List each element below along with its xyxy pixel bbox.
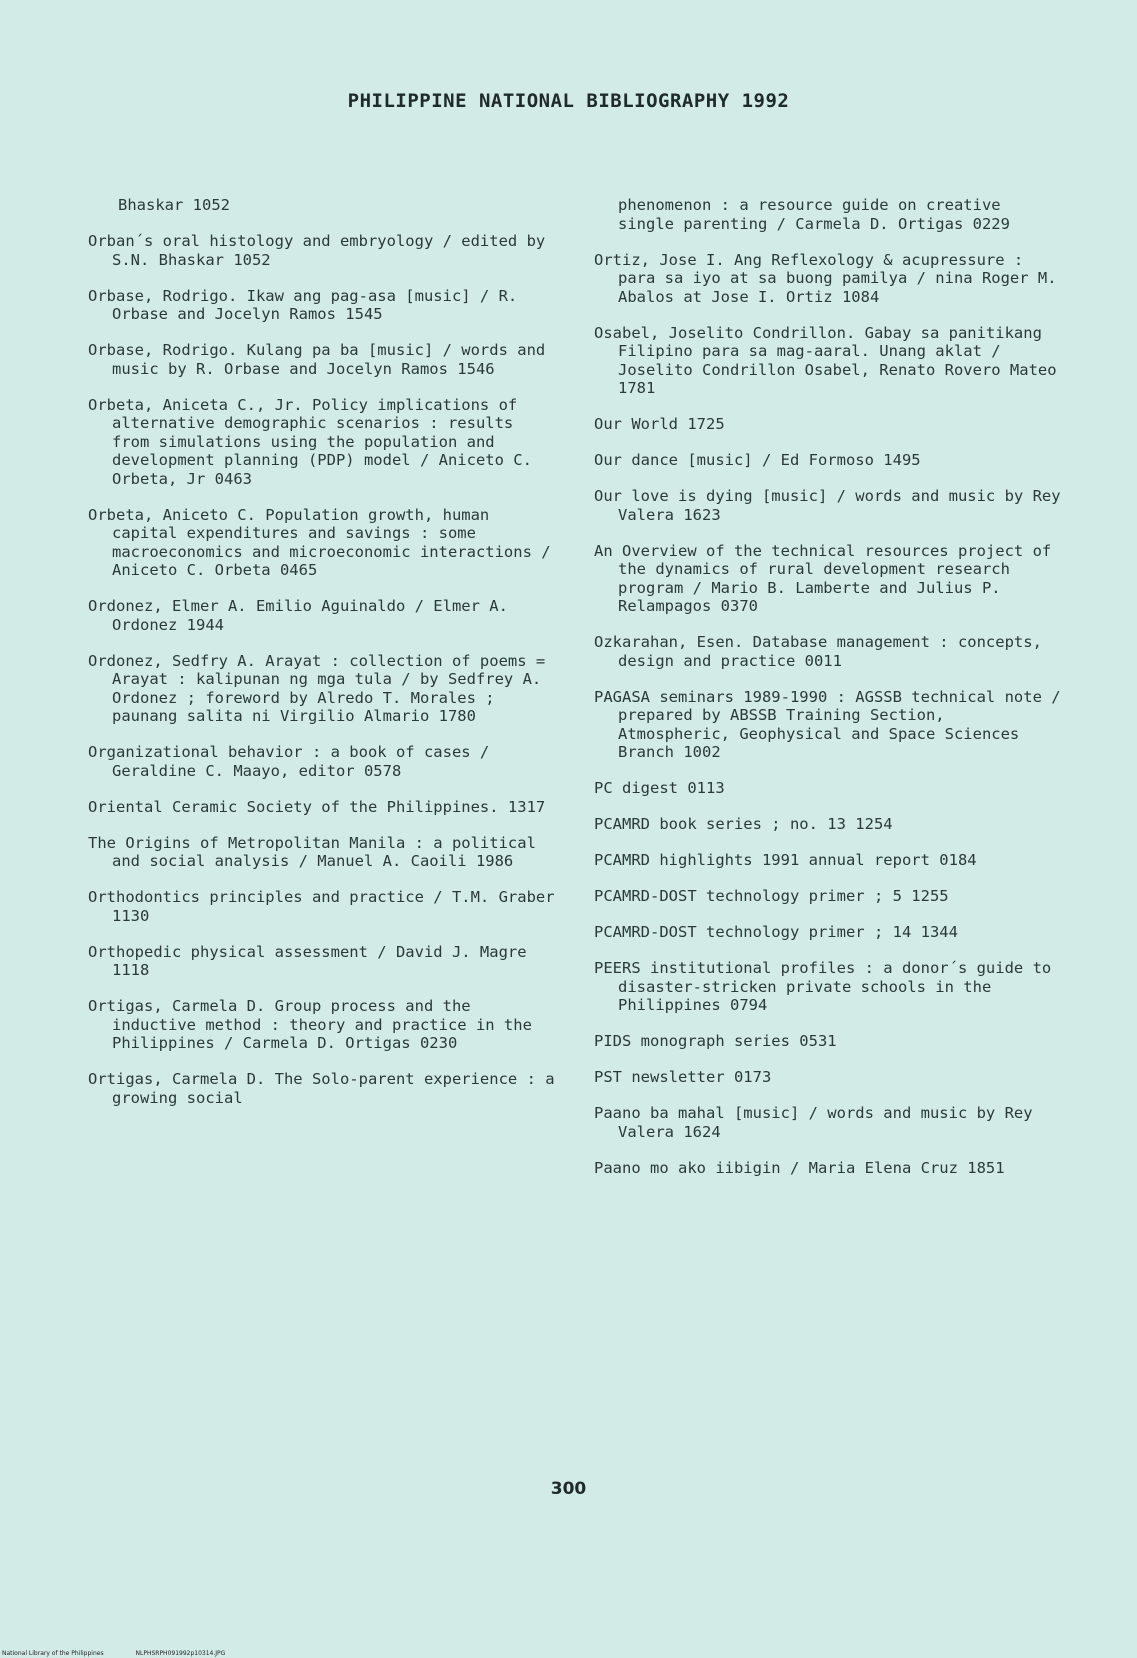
left-column [88, 196, 558, 1125]
list-item: PCAMRD-DOST technology primer ; 5 1255 [594, 887, 949, 905]
list-item: PCAMRD highlights 1991 annual report 0184 [594, 851, 977, 869]
list-item: PCAMRD-DOST technology primer ; 14 1344 [594, 923, 958, 941]
list-item: Orban´s oral histology and embryology / edited by S.N. Bhaskar 1052 [88, 232, 546, 269]
list-item: Ortigas, Carmela D. The Solo-parent experience : a growing social [88, 1070, 555, 1107]
list-item: Our dance [music] / Ed Formoso 1495 [594, 451, 921, 469]
list-item: Orbeta, Aniceta C., Jr. Policy implications of alternative demographic scenarios : results from simulations using the population and development planning (PDP) model / Aniceto C. Orbeta, Jr 0463 [88, 395, 532, 488]
list-item: PC digest 0113 [594, 779, 725, 797]
list-item: PST newsletter 0173 [594, 1068, 772, 1086]
list-item: Our World 1725 [594, 415, 725, 433]
list-item: PCAMRD book series ; no. 13 1254 [594, 815, 893, 833]
list-item: Our love is dying [music] / words and music by Rey Valera 1623 [594, 487, 1061, 524]
list-item: PEERS institutional profiles : a donor´s guide to disaster-stricken private schools in the Philippines 0794 [594, 959, 1052, 1014]
list-item: Orbase, Rodrigo. Ikaw ang pag-asa [music] / R. Orbase and Jocelyn Ramos 1545 [88, 286, 518, 323]
page-title: PHILIPPINE NATIONAL BIBLIOGRAPHY 1992 [347, 90, 790, 112]
list-item: Osabel, Joselito Condrillon. Gabay sa panitikang Filipino para sa mag-aaral. Unang aklat / Joselito Condrillon Osabel, Renato Rovero Mateo 1781 [594, 323, 1057, 397]
list-item: Ordonez, Sedfry A. Arayat : collection of poems = Arayat : kalipunan ng mga tula / by Sedfrey A. Ordonez ; foreword by Alredo T. Morales ; paunang salita ni Virgilio Almario 1780 [88, 651, 546, 725]
footer-file-name: NLPHSRPH091992p10314.JPG [135, 1650, 226, 1657]
list-item: Organizational behavior : a book of cases / Geraldine C. Maayo, editor 0578 [88, 743, 490, 780]
list-item: Oriental Ceramic Society of the Philippines. 1317 [88, 797, 546, 816]
list-item: The Origins of Metropolitan Manila : a political and social analysis / Manuel A. Caoili 1986 [88, 833, 536, 870]
list-item: Ozkarahan, Esen. Database management : concepts, design and practice 0011 [594, 633, 1042, 670]
list-item: Bhaskar 1052 [118, 196, 230, 214]
list-item: Orbase, Rodrigo. Kulang pa ba [music] / words and music by R. Orbase and Jocelyn Ramos 1546 [88, 341, 546, 378]
list-item: Ordonez, Elmer A. Emilio Aguinaldo / Elmer A. Ordonez 1944 [88, 597, 508, 634]
list-item: PAGASA seminars 1989-1990 : AGSSB technical note / prepared by ABSSB Training Section, Atmospheric, Geophysical and Space Sciences Branch 1002 [594, 687, 1061, 761]
list-item: Ortigas, Carmela D. Group process and the inductive method : theory and practice in the Philippines / Carmela D. Ortigas 0230 [88, 997, 532, 1052]
list-item: phenomenon : a resource guide on creative single parenting / Carmela D. Ortigas 0229 [618, 196, 1010, 233]
list-item: Orbeta, Aniceto C. Population growth, human capital expenditures and savings : some macroeconomics and microeconomic interactions / Aniceto C. Orbeta 0465 [88, 505, 551, 579]
list-item: Paano ba mahal [music] / words and music by Rey Valera 1624 [594, 1104, 1033, 1141]
page-number: 300 [550, 1479, 587, 1499]
list-item: An Overview of the technical resources project of the dynamics of rural development research program / Mario B. Lamberte and Julius P. Relampagos 0370 [594, 541, 1052, 615]
list-item: Paano mo ako iibigin / Maria Elena Cruz 1851 [594, 1158, 1005, 1177]
list-item: PIDS monograph series 0531 [594, 1032, 837, 1050]
list-item: Orthopedic physical assessment / David J. Magre 1118 [88, 942, 527, 979]
scan-footer [2, 1650, 255, 1657]
list-item: Ortiz, Jose I. Ang Reflexology & acupressure : para sa iyo at sa buong pamilya / nina Roger M. Abalos at Jose I. Ortiz 1084 [594, 250, 1057, 306]
list-item: Orthodontics principles and practice / T.M. Graber 1130 [88, 888, 555, 925]
footer-library-name: National Library of the Philippines [2, 1650, 104, 1657]
right-column [594, 196, 1064, 1195]
